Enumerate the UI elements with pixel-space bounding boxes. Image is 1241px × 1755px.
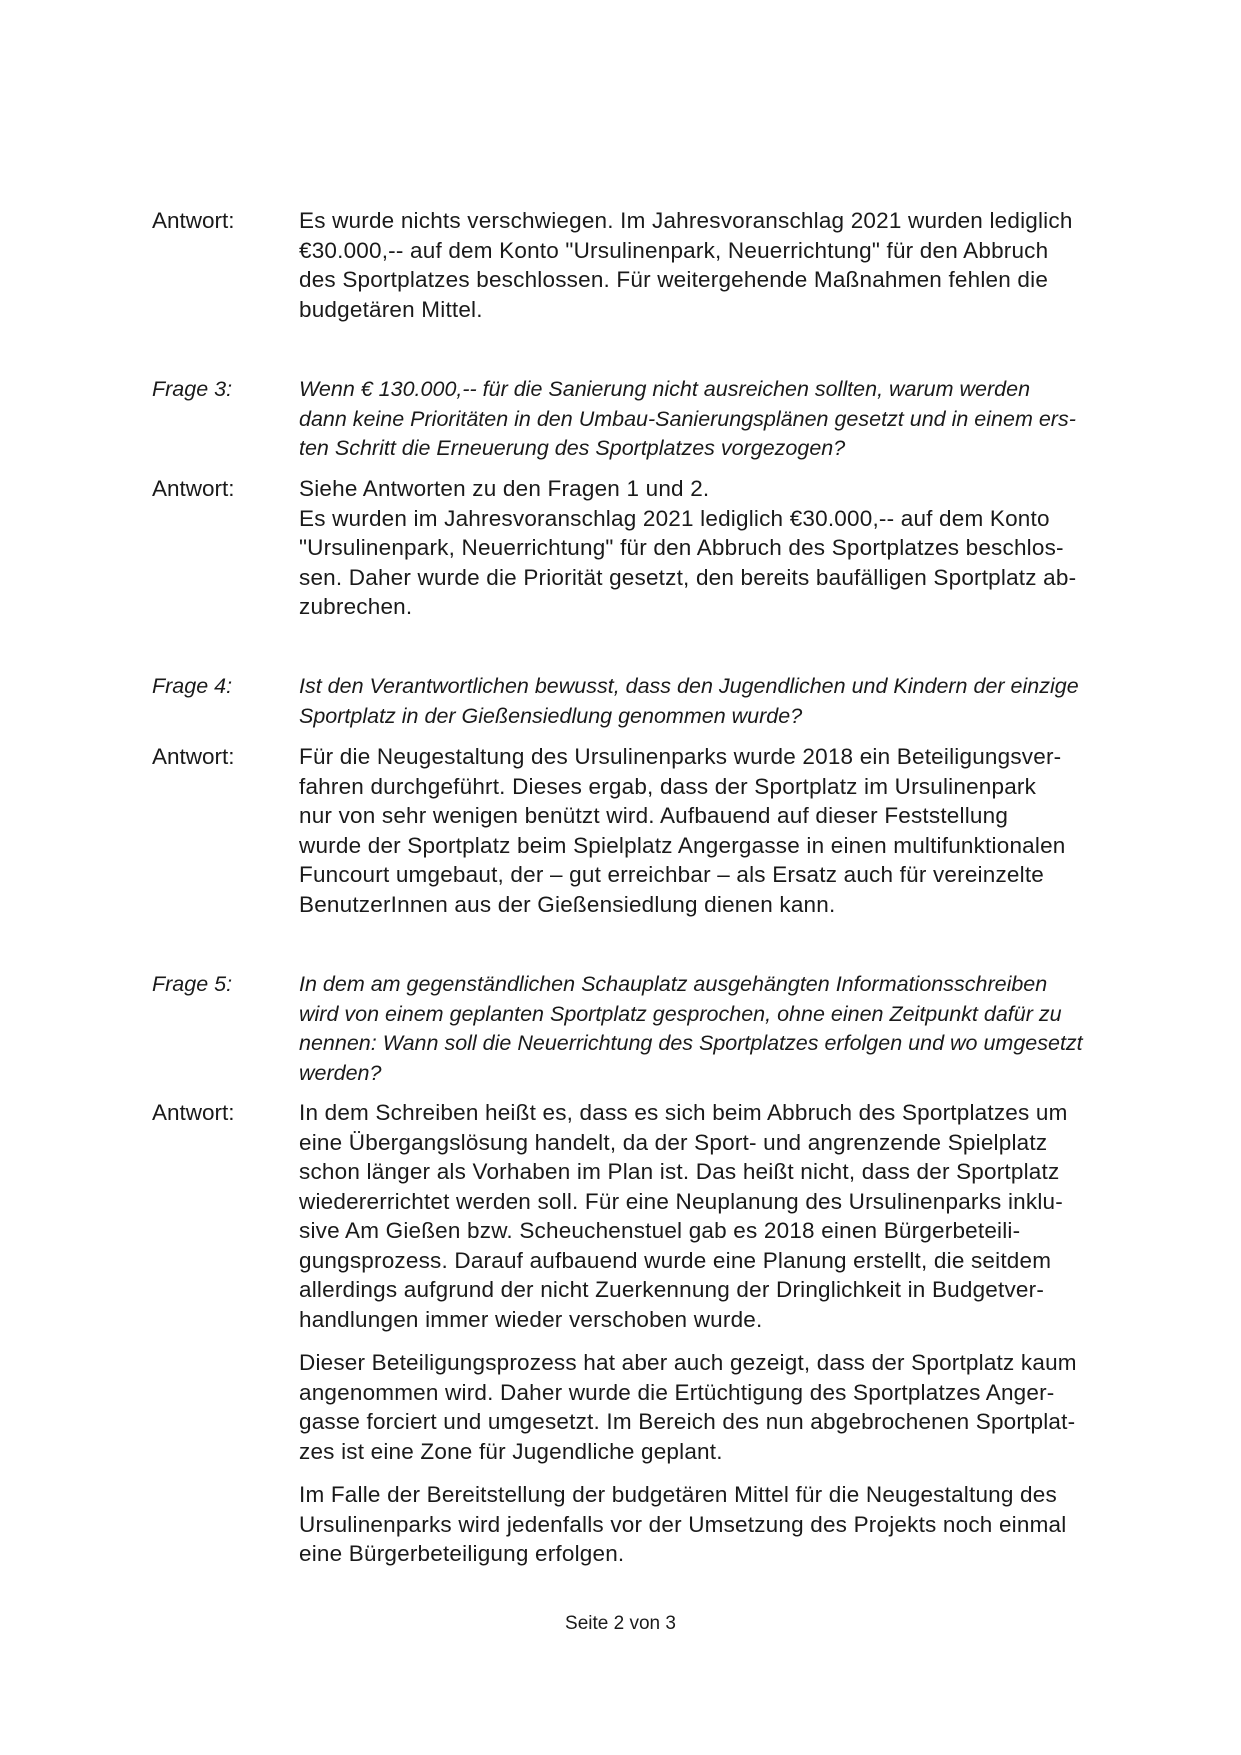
answer-label: Antwort: xyxy=(152,1100,235,1125)
text-line: In dem Schreiben heißt es, dass es sich beim Abbruch des Sportplatzes um xyxy=(299,1100,1068,1125)
question-label: Frage 5: xyxy=(152,972,233,996)
text-line: werden? xyxy=(299,1060,382,1085)
paragraph xyxy=(299,742,1142,919)
answer-label: Antwort: xyxy=(152,744,235,769)
text-line: nur von sehr wenigen benützt wird. Aufbauend auf dieser Feststellung xyxy=(299,803,1009,828)
text-line: eine Übergangslösung handelt, da der Sport- und angrenzende Spielplatz xyxy=(299,1129,1048,1155)
text-line: Es wurden im Jahresvoranschlag 2021 lediglich €30.000,-- auf dem Konto xyxy=(299,505,1050,531)
question-label: Frage 4: xyxy=(152,674,233,698)
text-line: Sportplatz in der Gießensiedlung genommen wurde? xyxy=(299,703,803,728)
paragraph xyxy=(299,206,1142,324)
text-line: Ursulinenparks wird jedenfalls vor der Umsetzung des Projekts noch einmal xyxy=(299,1511,1067,1537)
answer-block-intro xyxy=(152,206,1142,324)
paragraph xyxy=(299,1348,1142,1466)
text-line: fahren durchgeführt. Dieses ergab, dass der Sportplatz im Ursulinenpark xyxy=(299,773,1037,799)
text-line: budgetären Mittel. xyxy=(299,296,483,322)
text-line: Es wurde nichts verschwiegen. Im Jahresvoranschlag 2021 wurden lediglich xyxy=(299,208,1073,233)
text-line: wird von einem geplanten Sportplatz gesprochen, ohne einen Zeitpunkt dafür zu xyxy=(299,1001,1062,1026)
answer-block-5 xyxy=(152,1098,1142,1569)
text-line: gasse forciert und umgesetzt. Im Bereich des nun abgebrochenen Sportplat- xyxy=(299,1409,1076,1434)
text-line: sive Am Gießen bzw. Scheuchenstuel gab es 2018 einen Bürgerbeteili- xyxy=(299,1218,1021,1243)
text-line: dann keine Prioritäten in den Umbau-Sanierungsplänen gesetzt und in einem ers- xyxy=(299,406,1076,431)
paragraph xyxy=(299,1480,1142,1569)
text-line: BenutzerInnen aus der Gießensiedlung dienen kann. xyxy=(299,891,836,917)
text-line: €30.000,-- auf dem Konto "Ursulinenpark, Neuerrichtung" für den Abbruch xyxy=(299,237,1049,263)
answer-text xyxy=(299,474,1142,622)
paragraph xyxy=(299,970,1142,1088)
text-line: Ist den Verantwortlichen bewusst, dass den Jugendlichen und Kindern der einzige xyxy=(299,674,1079,698)
text-line: Dieser Beteiligungsprozess hat aber auch gezeigt, dass der Sportplatz kaum xyxy=(299,1350,1077,1375)
answer-label: Antwort: xyxy=(152,208,235,233)
page-number: Seite 2 von 3 xyxy=(565,1613,676,1634)
paragraph xyxy=(299,474,1142,622)
paragraph xyxy=(299,375,1142,464)
page-footer xyxy=(0,1612,1241,1636)
answer-text xyxy=(299,1098,1142,1569)
text-line: des Sportplatzes beschlossen. Für weitergehende Maßnahmen fehlen die xyxy=(299,267,1049,292)
text-line: Im Falle der Bereitstellung der budgetären Mittel für die Neugestaltung des xyxy=(299,1482,1057,1507)
text-line: allerdings aufgrund der nicht Zuerkennung der Dringlichkeit in Budgetver- xyxy=(299,1277,1045,1302)
text-line: ten Schritt die Erneuerung des Sportplatzes vorgezogen? xyxy=(299,436,846,460)
text-line: eine Bürgerbeteiligung erfolgen. xyxy=(299,1541,625,1566)
text-line: "Ursulinenpark, Neuerrichtung" für den Abbruch des Sportplatzes beschlos- xyxy=(299,535,1064,560)
text-line: schon länger als Vorhaben im Plan ist. Das heißt nicht, dass der Sportplatz xyxy=(299,1159,1060,1184)
text-line: angenommen wird. Daher wurde die Ertüchtigung des Sportplatzes Anger- xyxy=(299,1379,1055,1405)
answer-text xyxy=(299,206,1142,324)
paragraph xyxy=(299,672,1142,731)
text-line: sen. Daher wurde die Priorität gesetzt, den bereits baufälligen Sportplatz ab- xyxy=(299,564,1077,590)
text-line: Wenn € 130.000,-- für die Sanierung nicht ausreichen sollten, warum werden xyxy=(299,377,1031,401)
text-line: gungsprozess. Darauf aufbauend wurde eine Planung erstellt, die seitdem xyxy=(299,1247,1052,1273)
text-line: handlungen immer wieder verschoben wurde. xyxy=(299,1306,763,1332)
question-block-3 xyxy=(152,375,1142,464)
question-label: Frage 3: xyxy=(152,377,233,401)
text-line: In dem am gegenständlichen Schauplatz ausgehängten Informationsschreiben xyxy=(299,972,1048,996)
answer-label: Antwort: xyxy=(152,476,235,501)
question-block-5 xyxy=(152,970,1142,1088)
question-text xyxy=(299,375,1142,464)
text-line: nennen: Wann soll die Neuerrichtung des Sportplatzes erfolgen und wo umgesetzt xyxy=(299,1031,1083,1055)
text-line: Für die Neugestaltung des Ursulinenparks wurde 2018 ein Beteiligungsver- xyxy=(299,744,1062,769)
question-block-4 xyxy=(152,672,1142,731)
text-line: zubrechen. xyxy=(299,594,413,619)
paragraph xyxy=(299,1098,1142,1334)
text-line: zes ist eine Zone für Jugendliche geplant. xyxy=(299,1438,723,1464)
text-line: wurde der Sportplatz beim Spielplatz Angergasse in einen multifunktionalen xyxy=(299,832,1066,858)
answer-block-4 xyxy=(152,742,1142,919)
text-line: Funcourt umgebaut, der – gut erreichbar – als Ersatz auch für vereinzelte xyxy=(299,862,1044,887)
question-text xyxy=(299,970,1142,1088)
text-line: Siehe Antworten zu den Fragen 1 und 2. xyxy=(299,476,710,501)
text-line: wiedererrichtet werden soll. Für eine Neuplanung des Ursulinenparks inklu- xyxy=(299,1188,1063,1214)
question-text xyxy=(299,672,1142,731)
answer-text xyxy=(299,742,1142,919)
answer-block-3 xyxy=(152,474,1142,622)
